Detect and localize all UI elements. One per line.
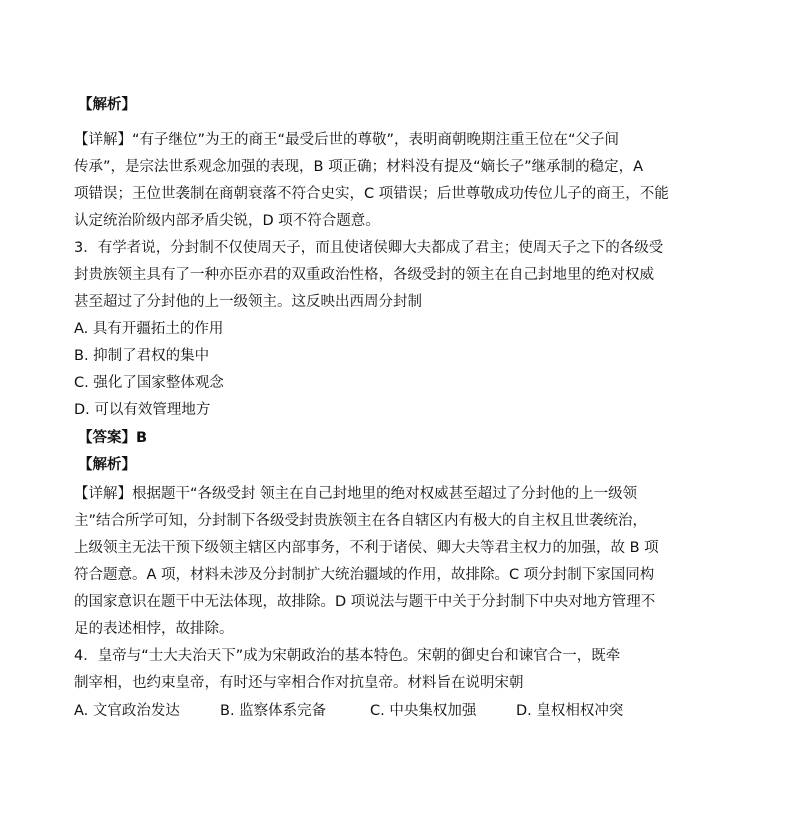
option-d: D. 可以有效管理地方 bbox=[74, 402, 211, 418]
question-stem-line: 甚至超过了分封他的上一级领主。这反映出西周分封制 bbox=[74, 294, 422, 310]
detail-line: 上级领主无法干预下级领主辖区内部事务，不利于诸侯、卿大夫等君主权力的加强，故 B 项 bbox=[74, 540, 659, 556]
option-b: B. 监察体系完备 bbox=[220, 703, 327, 719]
question-stem-line: 3．有学者说，分封制不仅使周天子，而且使诸侯卿大夫都成了君主；使周天子之下的各级受 bbox=[74, 240, 664, 256]
detail-line: 认定统治阶级内部矛盾尖锐，D 项不符合题意。 bbox=[74, 213, 380, 229]
option-a: A. 文官政治发达 bbox=[74, 703, 180, 719]
option-c: C. 中央集权加强 bbox=[370, 703, 477, 719]
detail-line: 项错误；王位世袭制在商朝衰落不符合史实，C 项错误；后世尊敬成功传位儿子的商王，不能 bbox=[74, 186, 669, 202]
detail-line: 足的表述相悖，故排除。 bbox=[74, 621, 234, 637]
detail-line: 传承”，是宗法世系观念加强的表现，B 项正确；材料没有提及“嫡长子”继承制的稳定，A bbox=[74, 159, 644, 175]
detail-line: 符合题意。A 项，材料未涉及分封制扩大统治疆域的作用，故排除。C 项分封制下家国同构 bbox=[74, 567, 655, 583]
option-d: D. 皇权相权冲突 bbox=[516, 703, 624, 719]
detail-line: 【详解】“有子继位”为王的商王“最受后世的尊敬”，表明商朝晚期注重王位在“父子间 bbox=[74, 132, 620, 148]
question-stem-line: 制宰相，也约束皇帝，有时还与宰相合作对抗皇帝。材料旨在说明宋朝 bbox=[74, 675, 524, 691]
detail-line: 主”结合所学可知，分封制下各级受封贵族领主在各自辖区内有极大的自主权且世袭统治， bbox=[74, 513, 648, 529]
detail-line: 【详解】根据题干“各级受封 领主在自己封地里的绝对权威甚至超过了分封他的上一级领 bbox=[74, 486, 638, 502]
answer-line: 【答案】B bbox=[78, 430, 148, 446]
analysis-heading: 【解析】 bbox=[78, 97, 136, 113]
option-b: B. 抑制了君权的集中 bbox=[74, 348, 210, 364]
question-stem-line: 4．皇帝与“士大夫治天下”成为宋朝政治的基本特色。宋朝的御史台和谏官合一，既牵 bbox=[74, 648, 621, 664]
analysis-heading: 【解析】 bbox=[78, 457, 136, 473]
question-stem-line: 封贵族领主具有了一种亦臣亦君的双重政治性格，各级受封的领主在自己封地里的绝对权威 bbox=[74, 267, 654, 283]
detail-line: 的国家意识在题干中无法体现，故排除。D 项说法与题干中关于分封制下中央对地方管理不 bbox=[74, 594, 656, 610]
options-row bbox=[74, 701, 634, 721]
option-a: A. 具有开疆拓土的作用 bbox=[74, 321, 224, 337]
option-c: C. 强化了国家整体观念 bbox=[74, 375, 224, 391]
